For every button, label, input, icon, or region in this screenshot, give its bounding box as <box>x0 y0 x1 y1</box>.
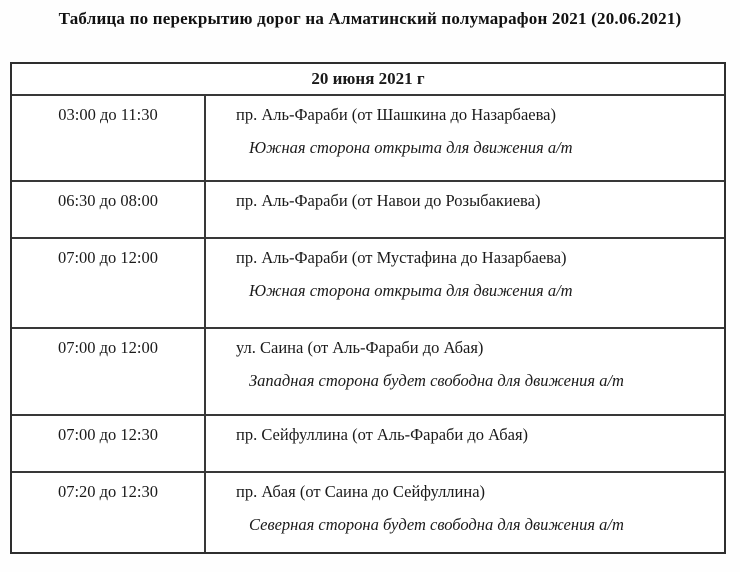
table-row <box>12 416 724 473</box>
info-cell <box>206 96 724 180</box>
street-name: пр. Абая (от Саина до Сейфуллина) <box>236 482 486 501</box>
time-cell: 07:00 до 12:00 <box>12 329 206 414</box>
note-text: Южная сторона открыта для движения а/т <box>249 137 573 157</box>
table-row <box>12 182 724 239</box>
time-cell: 07:20 до 12:30 <box>12 473 206 552</box>
table-header-date: 20 июня 2021 г <box>12 64 724 96</box>
street-name: пр. Сейфуллина (от Аль-Фараби до Абая) <box>236 425 529 444</box>
table-row <box>12 473 724 552</box>
info-cell <box>206 473 724 552</box>
street-name: ул. Саина (от Аль-Фараби до Абая) <box>236 338 484 357</box>
time-cell: 03:00 до 11:30 <box>12 96 206 180</box>
street-name: пр. Аль-Фараби (от Навои до Розыбакиева) <box>236 191 541 210</box>
note-text: Северная сторона будет свободна для движения а/т <box>249 514 624 534</box>
note-text: Западная сторона будет свободна для движения а/т <box>249 370 624 390</box>
table-row <box>12 239 724 329</box>
info-cell <box>206 239 724 327</box>
street-name: пр. Аль-Фараби (от Шашкина до Назарбаева) <box>236 105 556 124</box>
street-name: пр. Аль-Фараби (от Мустафина до Назарбаева) <box>236 248 567 267</box>
page-title: Таблица по перекрытию дорог на Алматинский полумарафон 2021 (20.06.2021) <box>58 9 682 28</box>
table-body <box>12 96 724 552</box>
time-cell: 07:00 до 12:30 <box>12 416 206 471</box>
road-closure-table <box>10 62 726 554</box>
time-cell: 07:00 до 12:00 <box>12 239 206 327</box>
time-cell: 06:30 до 08:00 <box>12 182 206 237</box>
info-cell <box>206 416 724 471</box>
table-row <box>12 96 724 182</box>
table-row <box>12 329 724 416</box>
info-cell <box>206 182 724 237</box>
info-cell <box>206 329 724 414</box>
note-text: Южная сторона открыта для движения а/т <box>249 280 573 300</box>
